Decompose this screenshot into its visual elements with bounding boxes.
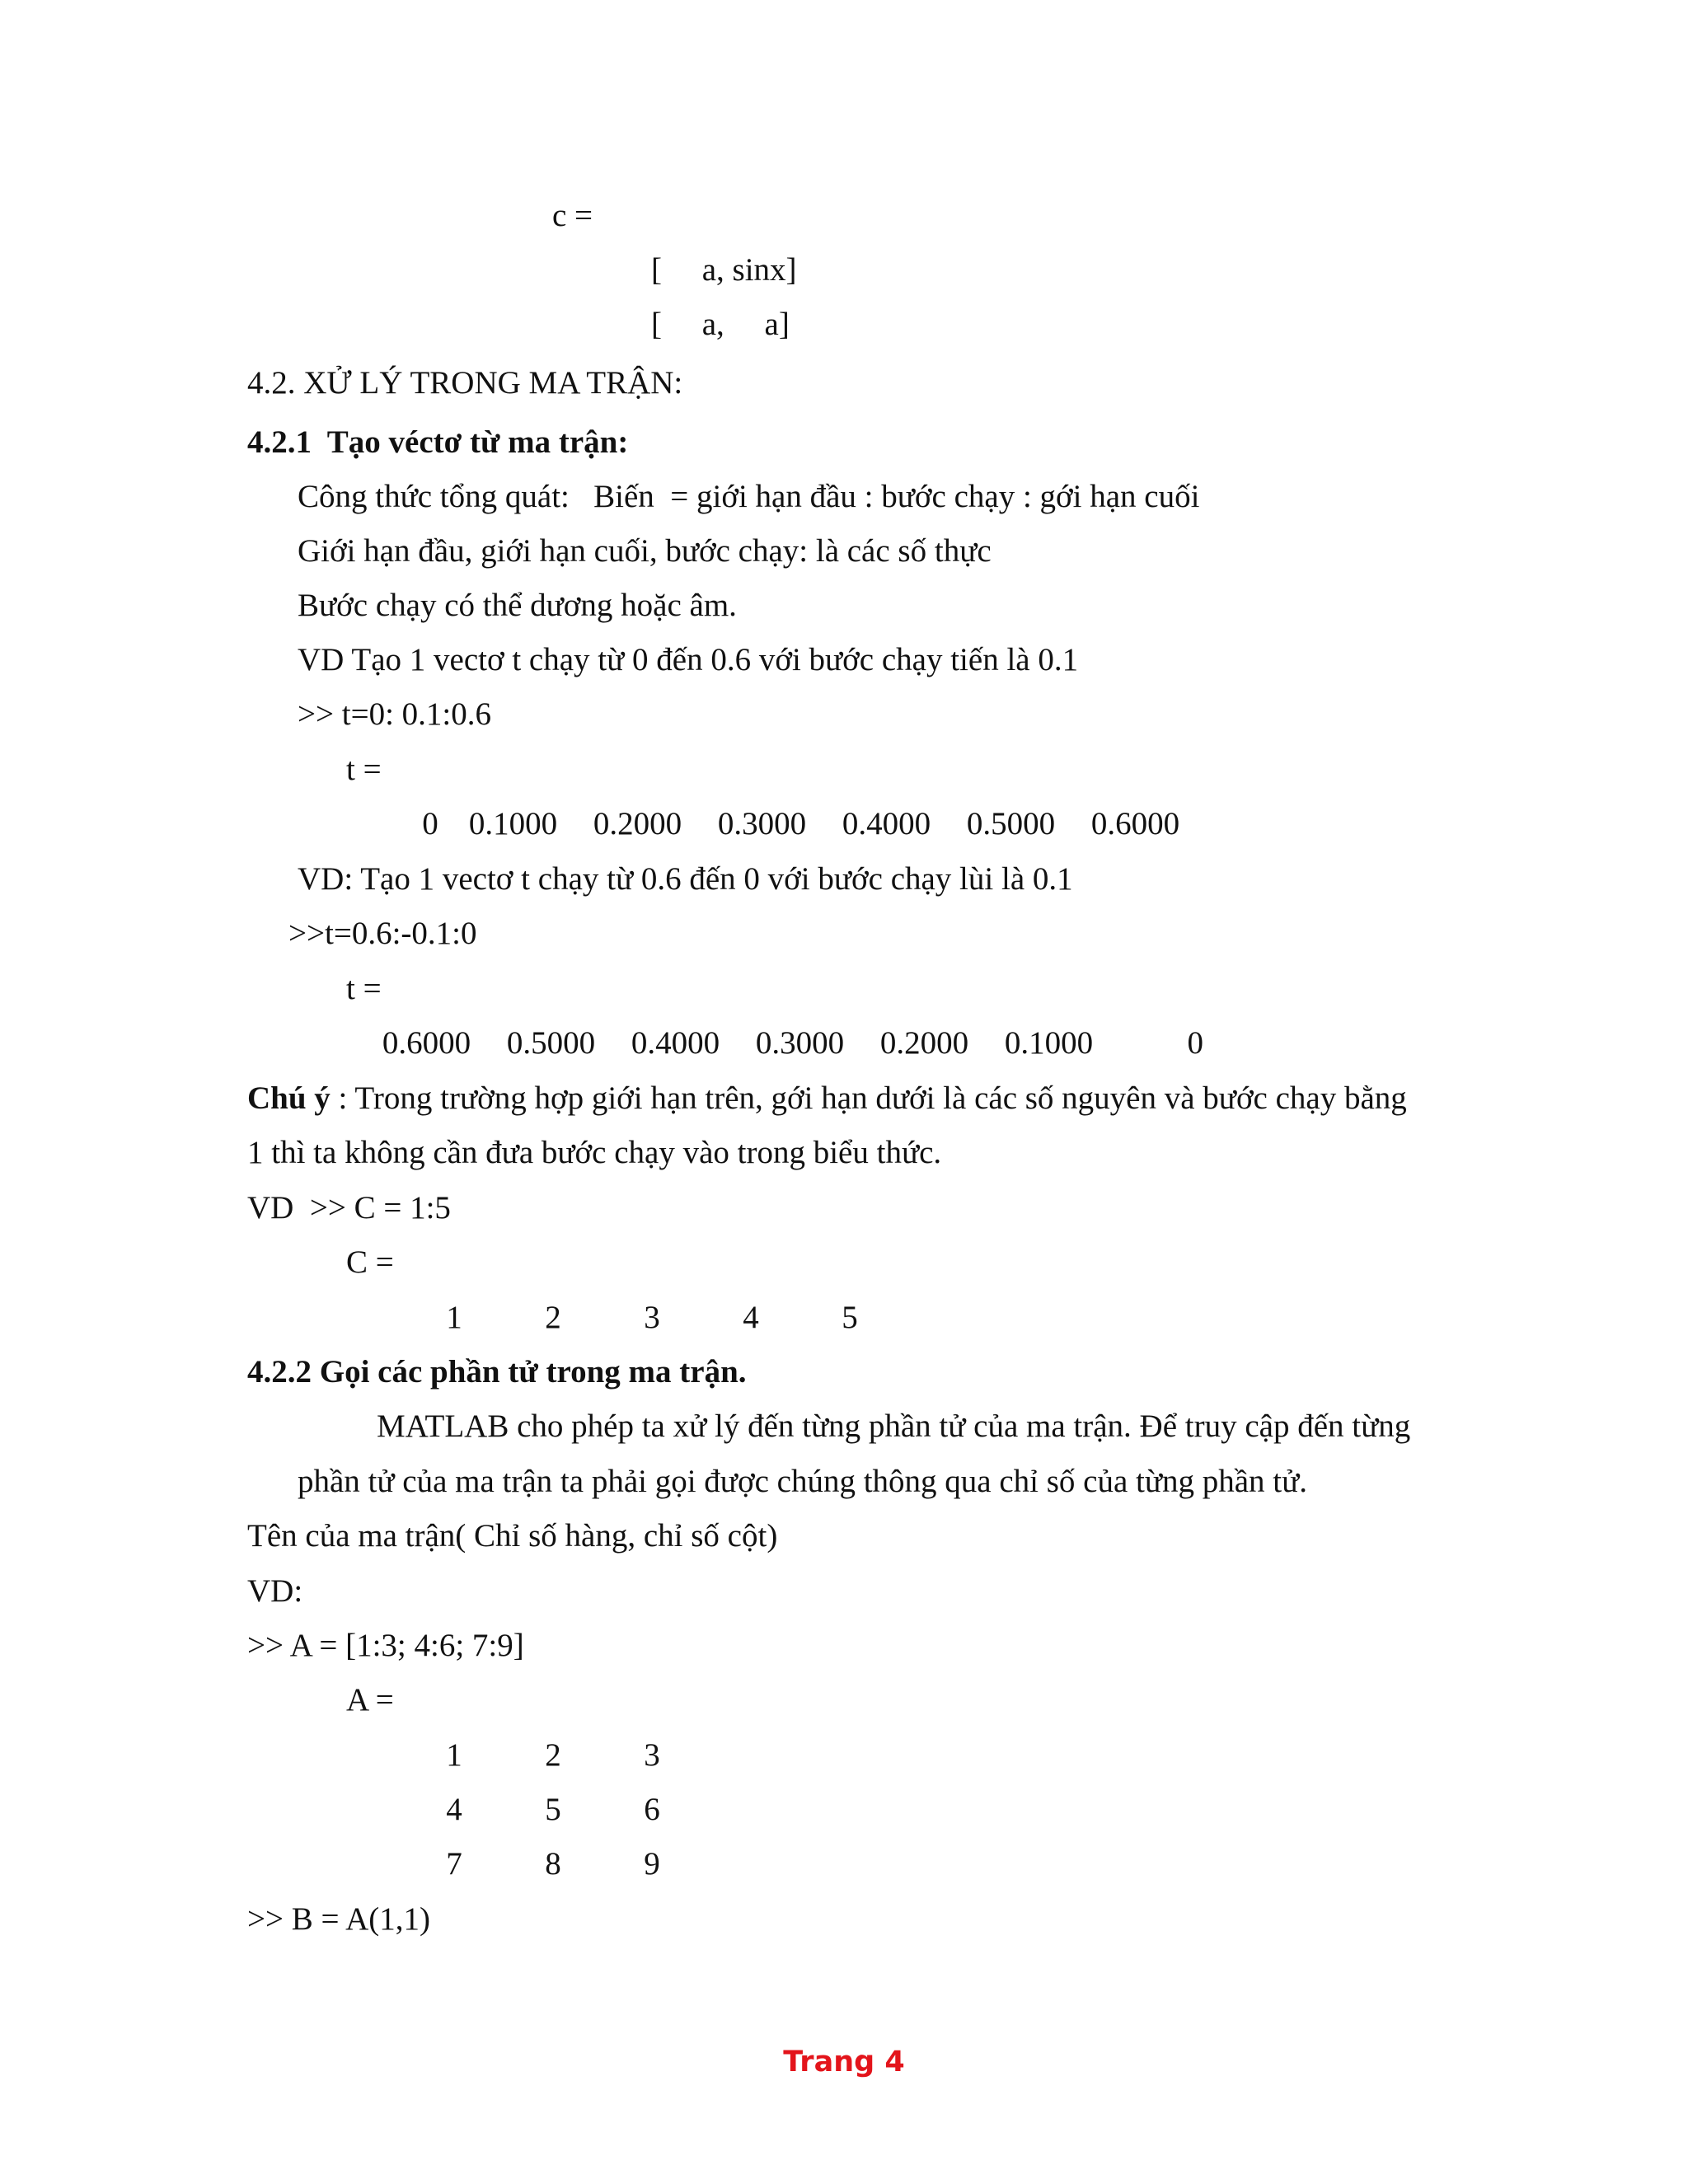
step-sign-line: Bước chạy có thể dương hoặc âm. bbox=[298, 588, 737, 623]
matrix-cell: 4 bbox=[446, 1792, 462, 1827]
example-3-output-row bbox=[405, 1300, 899, 1337]
output-value: 0.3000 bbox=[717, 806, 807, 841]
note-label: Chú ý bbox=[247, 1080, 331, 1116]
output-value: 0.6000 bbox=[382, 1025, 471, 1061]
matrix-cell: 7 bbox=[446, 1846, 462, 1882]
output-value: 4 bbox=[743, 1300, 759, 1335]
output-value: 0.4000 bbox=[842, 806, 931, 841]
matrix-cell: 2 bbox=[545, 1737, 561, 1773]
output-value: 3 bbox=[644, 1300, 660, 1335]
matrix-cell: 1 bbox=[446, 1737, 462, 1773]
note-text: : Trong trường hợp giới hạn trên, gới hạn dưới là các số nguyên và bước chạy bằng bbox=[330, 1080, 1407, 1116]
output-value: 0 bbox=[422, 806, 438, 841]
limits-line: Giới hạn đầu, giới hạn cuối, bước chạy: là các số thực bbox=[298, 533, 992, 569]
subsection-heading-4-2-2: 4.2.2 Gọi các phần tử trong ma trận. bbox=[247, 1354, 747, 1390]
matrix-a-label: A = bbox=[346, 1682, 394, 1718]
vd-label: VD: bbox=[247, 1573, 303, 1609]
example-2-command: >>t=0.6:-0.1:0 bbox=[288, 916, 477, 951]
example-3-label: C = bbox=[346, 1244, 394, 1280]
output-value: 0.4000 bbox=[631, 1025, 720, 1061]
matrix-cell: 8 bbox=[545, 1846, 561, 1882]
output-value: 0.2000 bbox=[593, 806, 682, 841]
command-a: >> A = [1:3; 4:6; 7:9] bbox=[247, 1628, 524, 1663]
output-value: 0.3000 bbox=[755, 1025, 845, 1061]
output-value: 5 bbox=[842, 1300, 858, 1335]
paragraph-line-1: MATLAB cho phép ta xử lý đến từng phần tử của ma trận. Để truy cập đến từng bbox=[377, 1408, 1411, 1444]
example-2-output-row bbox=[364, 1025, 1203, 1062]
output-value: 0.5000 bbox=[506, 1025, 596, 1061]
output-value: 2 bbox=[545, 1300, 561, 1335]
c-row-1: [ a, sinx] bbox=[651, 252, 797, 288]
matrix-row bbox=[405, 1737, 701, 1774]
example-3-command: VD >> C = 1:5 bbox=[247, 1190, 451, 1226]
matrix-row bbox=[405, 1792, 701, 1829]
matrix-cell: 9 bbox=[644, 1846, 660, 1882]
output-value: 0.1000 bbox=[1004, 1025, 1094, 1061]
example-1-output-row bbox=[410, 806, 1198, 843]
matrix-row bbox=[405, 1846, 701, 1883]
syntax-line: Tên của ma trận( Chỉ số hàng, chỉ số cột) bbox=[247, 1518, 778, 1554]
example-2-description: VD: Tạo 1 vectơ t chạy từ 0.6 đến 0 với bước chạy lùi là 0.1 bbox=[298, 861, 1073, 897]
output-value: 0.1000 bbox=[468, 806, 558, 841]
section-heading-4-2: 4.2. XỬ LÝ TRONG MA TRẬN: bbox=[247, 365, 683, 401]
output-value: 1 bbox=[446, 1300, 462, 1335]
matrix-cell: 3 bbox=[644, 1737, 660, 1773]
example-2-label: t = bbox=[346, 971, 382, 1006]
example-1-description: VD Tạo 1 vectơ t chạy từ 0 đến 0.6 với bước chạy tiến là 0.1 bbox=[298, 642, 1079, 677]
page-number-footer: Trang 4 bbox=[783, 2046, 905, 2079]
output-value: 0.2000 bbox=[879, 1025, 969, 1061]
subsection-heading-4-2-1: 4.2.1 Tạo véctơ từ ma trận: bbox=[247, 424, 629, 460]
formula-line: Công thức tổng quát: Biến = giới hạn đầu : bước chạy : gới hạn cuối bbox=[298, 479, 1200, 514]
example-1-label: t = bbox=[346, 752, 382, 787]
c-label: c = bbox=[552, 198, 593, 233]
paragraph-line-2: phần tử của ma trận ta phải gọi được chúng thông qua chỉ số của từng phần tử. bbox=[298, 1464, 1308, 1499]
matrix-cell: 6 bbox=[644, 1792, 660, 1827]
output-value: 0.6000 bbox=[1090, 806, 1180, 841]
note-line-2: 1 thì ta không cần đưa bước chạy vào trong biểu thức. bbox=[247, 1135, 942, 1170]
output-value: 0 bbox=[1187, 1025, 1203, 1061]
c-row-2: [ a, a] bbox=[651, 307, 790, 342]
matrix-cell: 5 bbox=[545, 1792, 561, 1827]
output-value: 0.5000 bbox=[966, 806, 1056, 841]
note-line-1 bbox=[247, 1080, 1407, 1118]
command-b: >> B = A(1,1) bbox=[247, 1901, 430, 1937]
example-1-command: >> t=0: 0.1:0.6 bbox=[298, 696, 491, 732]
